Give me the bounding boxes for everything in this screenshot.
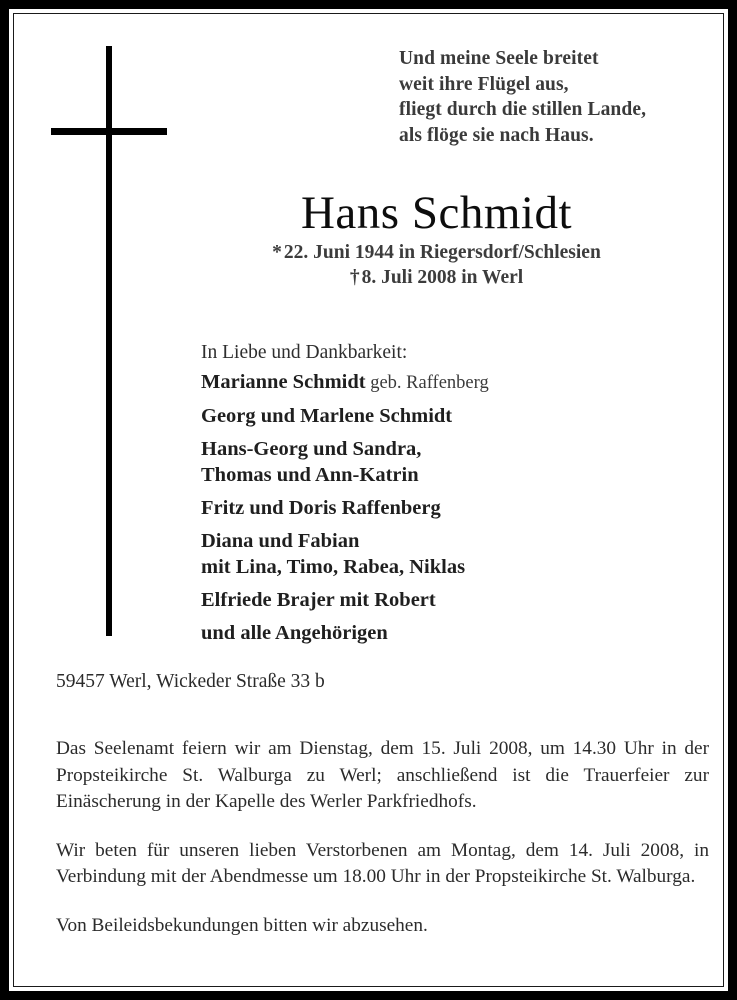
survivor-group xyxy=(201,528,661,580)
birth-star-icon: * xyxy=(272,242,282,263)
service-paragraph-2: Wir beten für unseren lieben Verstorbenen am Montag, dem 14. Juli 2008, in Verbindung mit der Abendmesse um 18.00 Uhr in der Propsteikirche St. Walburga. xyxy=(56,839,709,887)
survivor-name-bold: Marianne Schmidt xyxy=(201,371,366,393)
survivor-name: Hans-Georg und Sandra, xyxy=(201,438,422,460)
memorial-poem xyxy=(399,46,699,148)
latin-cross-icon xyxy=(44,46,174,636)
survivor-name: Elfriede Brajer mit Robert xyxy=(201,589,436,611)
service-paragraph-1: Das Seelenamt feiern wir am Dienstag, dem 15. Juli 2008, um 14.30 Uhr in der Propsteikirche St. Walburga zu Werl; anschließend ist die Trauerfeier zur Einäscherung in der Kapelle des Werler Parkfriedhofs. xyxy=(56,738,709,812)
deceased-name: Hans Schmidt xyxy=(300,187,573,239)
survivor-name: und alle Angehörigen xyxy=(201,622,388,644)
survivor-group xyxy=(201,436,661,488)
death-line xyxy=(164,265,709,290)
survivor-group xyxy=(201,620,661,646)
family-address: 59457 Werl, Wickeder Straße 33 b xyxy=(56,671,325,692)
survivor-name-plain: geb. Raffenberg xyxy=(365,373,489,393)
service-paragraph-3: Von Beileidsbekundungen bitten wir abzusehen. xyxy=(56,914,428,936)
survivor-group xyxy=(201,403,661,429)
birth-line xyxy=(164,240,709,265)
survivor-name: Diana und Fabian xyxy=(201,530,360,552)
death-dagger-icon: † xyxy=(349,267,360,288)
cross-horizontal-bar xyxy=(51,128,167,135)
survivors-intro: In Liebe und Dankbarkeit: xyxy=(201,342,408,363)
survivors-block xyxy=(201,339,661,653)
survivor-name: Georg und Marlene Schmidt xyxy=(201,405,453,427)
birth-text: 22. Juni 1944 in Riegersdorf/Schlesien xyxy=(283,242,601,263)
survivor-name-sub: Thomas und Ann-Katrin xyxy=(201,464,419,486)
poem-line-2: weit ihre Flügel aus, xyxy=(399,73,569,95)
survivor-group xyxy=(201,495,661,521)
survivor-name: Fritz und Doris Raffenberg xyxy=(201,497,441,519)
service-details xyxy=(56,736,709,939)
survivor-group xyxy=(201,369,661,396)
survivor-name xyxy=(201,369,661,396)
poem-line-4: als flöge sie nach Haus. xyxy=(399,124,594,146)
death-text: 8. Juli 2008 in Werl xyxy=(361,267,524,288)
notice-content xyxy=(14,14,723,986)
poem-line-3: fliegt durch die stillen Lande, xyxy=(399,99,647,120)
poem-line-1: Und meine Seele breitet xyxy=(399,48,599,69)
deceased-block xyxy=(164,186,709,290)
survivor-group xyxy=(201,587,661,613)
survivor-name-sub: mit Lina, Timo, Rabea, Niklas xyxy=(201,556,466,578)
